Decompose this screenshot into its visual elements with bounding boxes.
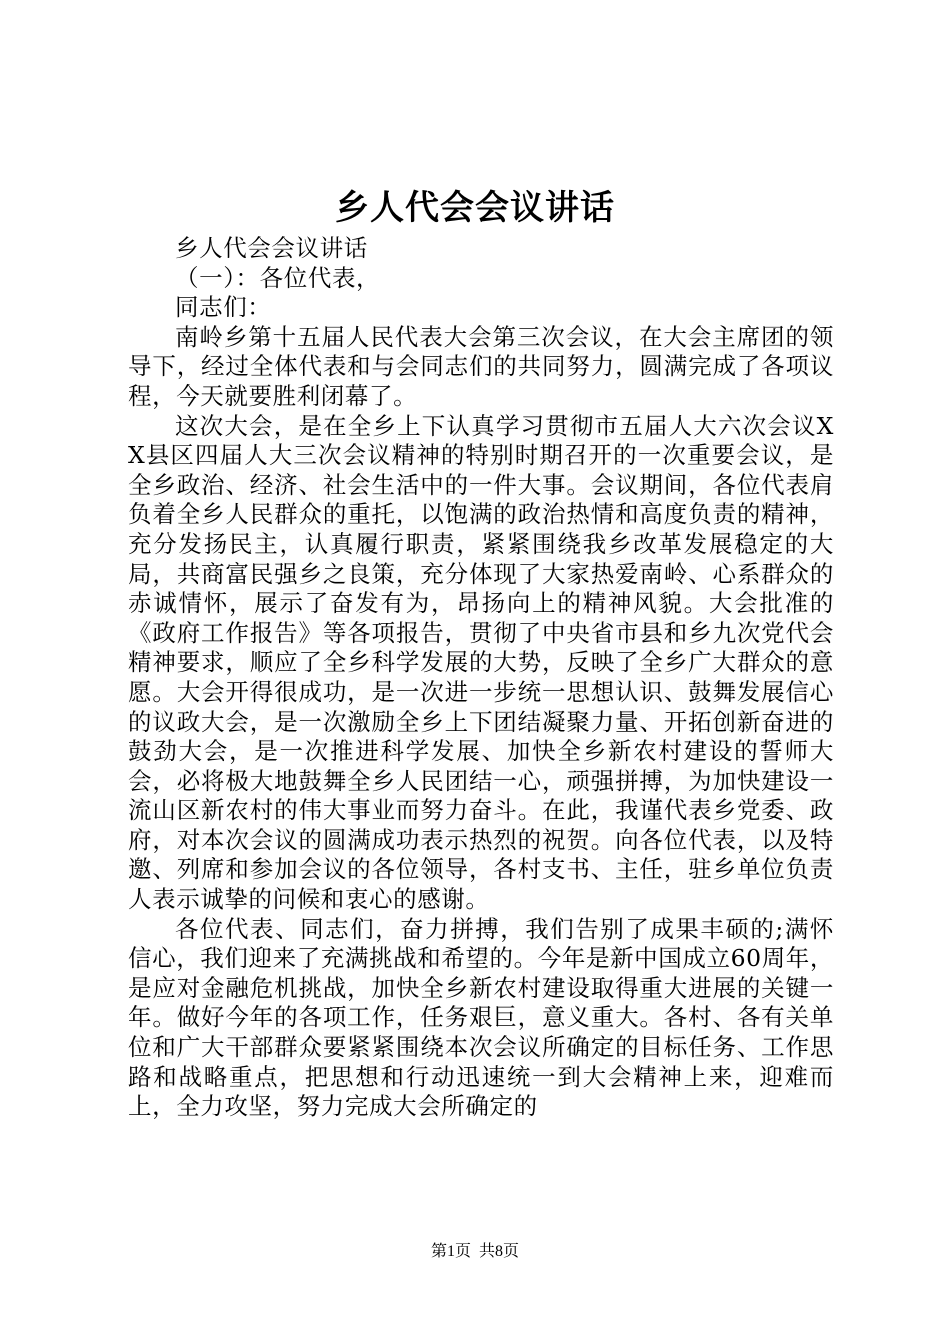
document-body — [128, 234, 834, 1122]
page-number: 第1页 — [430, 1243, 471, 1260]
paragraph: 各位代表、同志们，奋力拼搏，我们告别了成果丰硕的;满怀信心，我们迎来了充满挑战和希望的。今年是新中国成立60周年，是应对金融危机挑战，加快全乡新农村建设取得重大进展的关键一年。做好今年的各项工作，任务艰巨，意义重大。各村、各有关单位和广大干部群众要紧紧围绕本次会议所确定的目标任务、工作思路和战略重点，把思想和行动迅速统一到大会精神上来，迎难而上，全力攻坚，努力完成大会所确定的 — [128, 914, 834, 1121]
paragraph: 南岭乡第十五届人民代表大会第三次会议，在大会主席团的领导下，经过全体代表和与会同志们的共同努力，圆满完成了各项议程，今天就要胜利闭幕了。 — [128, 322, 834, 410]
document-title: 乡人代会会议讲话 — [335, 188, 615, 228]
paragraph-subtitle: 乡人代会会议讲话 — [175, 234, 368, 262]
paragraph: 这次大会，是在全乡上下认真学习贯彻市五届人大六次会议XX县区四届人大三次会议精神的特别时期召开的一次重要会议，是全乡政治、经济、社会生活中的一件大事。会议期间，各位代表肩负着全乡人民群众的重托，以饱满的政治热情和高度负责的精神，充分发扬民主，认真履行职责，紧紧围绕我乡改革发展稳定的大局，共商富民强乡之良策，充分体现了大家热爱南岭、心系群众的赤诚情怀，展示了奋发有为，昂扬向上的精神风貌。大会批准的《政府工作报告》等各项报告，贯彻了中央省市县和乡九次党代会精神要求，顺应了全乡科学发展的大势，反映了全乡广大群众的意愿。大会开得很成功，是一次进一步统一思想认识、鼓舞发展信心的议政大会，是一次激励全乡上下团结凝聚力量、开拓创新奋进的鼓劲大会，是一次推进科学发展、加快全乡新农村建设的誓师大会，必将极大地鼓舞全乡人民团结一心，顽强拼搏，为加快建设一流山区新农村的伟大事业而努力奋斗。在此，我谨代表乡党委、政府，对本次会议的圆满成功表示热烈的祝贺。向各位代表，以及特邀、列席和参加会议的各位领导，各村支书、主任，驻乡单位负责人表示诚挚的问候和衷心的感谢。 — [128, 411, 834, 914]
page-footer — [0, 1241, 950, 1263]
page-total: 共8页 — [479, 1243, 520, 1260]
paragraph-salutation-2: 同志们： — [175, 293, 272, 322]
paragraph-salutation: （一）：各位代表， — [175, 263, 381, 292]
